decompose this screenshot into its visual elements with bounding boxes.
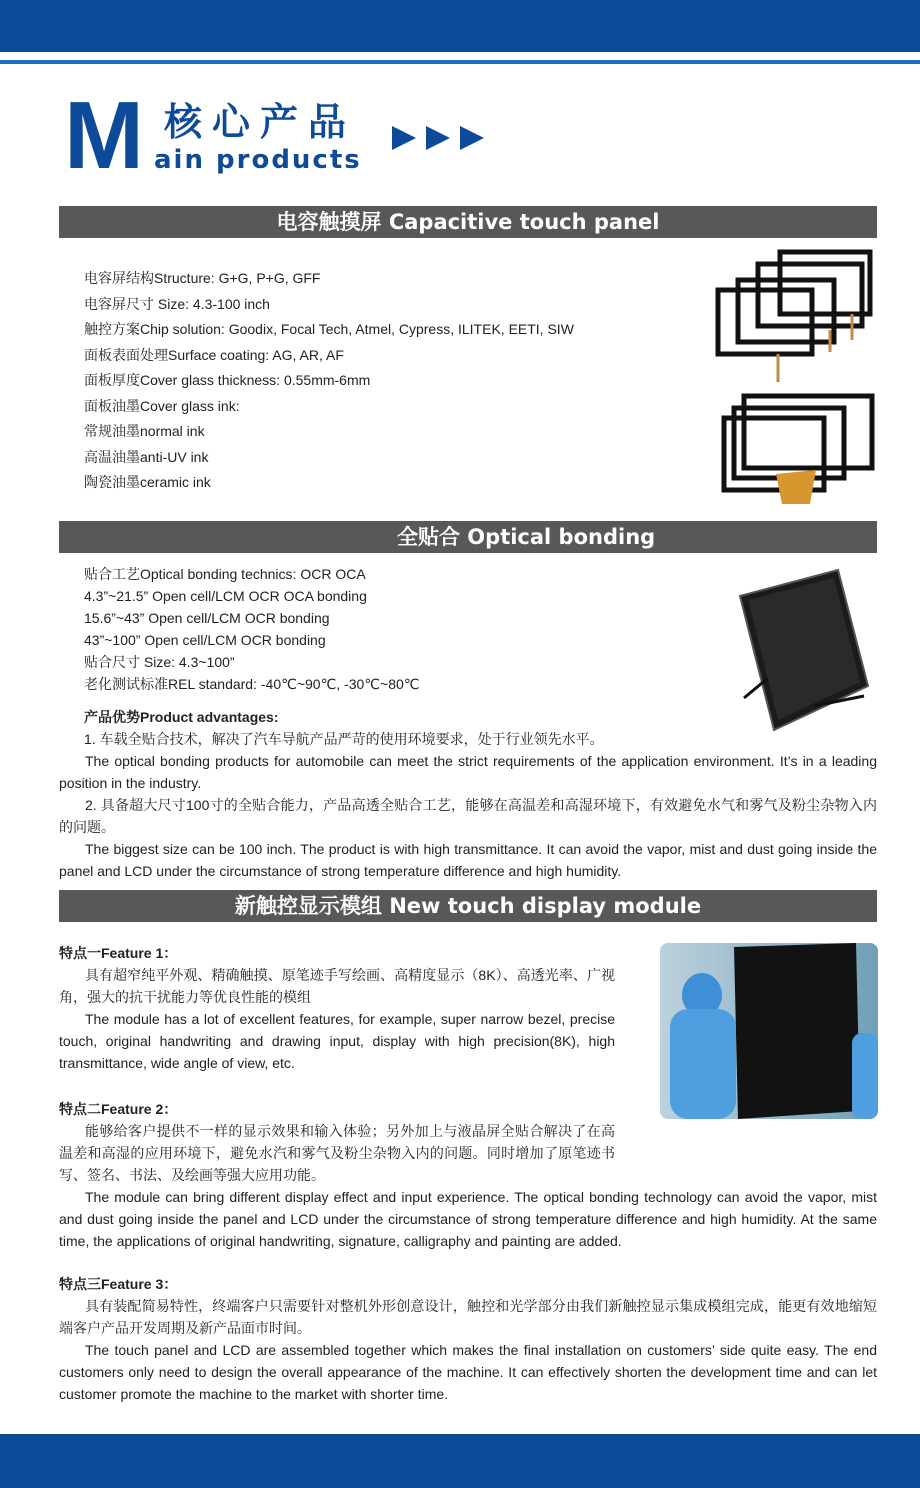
spec-line: 面板表面处理Surface coating: AG, AR, AF <box>84 346 344 363</box>
spec-line: 常规油墨normal ink <box>84 423 205 439</box>
spec-line: 贴合工艺Optical bonding technics: OCR OCA <box>84 566 366 582</box>
spec-line: 15.6”~43” Open cell/LCM OCR bonding <box>84 610 330 626</box>
cleanroom-photo <box>660 943 878 1119</box>
header-title-cn: 核心产品 <box>164 100 357 144</box>
section-title: 新触控显示模组 New touch display module <box>234 894 702 918</box>
logo-letter: M <box>64 82 140 189</box>
product-advantages <box>59 706 877 882</box>
feature-1-cn: 具有超窄纯平外观、精确触摸、原笔迹手写绘画、高精度显示（8K）、高透光率、广视角，强大的抗干扰能力等优良性能的模组 <box>59 967 615 1005</box>
spec-line: 4.3”~21.5” Open cell/LCM OCR OCA bonding <box>84 588 367 604</box>
bonding-spec-list <box>84 563 420 695</box>
feature-1-block <box>59 942 615 1074</box>
capacitive-spec-list <box>84 266 574 496</box>
bottom-banner <box>0 1434 920 1488</box>
feature-2-en: The module can bring different display effect and input experience. The optical bonding technology can avoid the vapor, mist and dust going inside the panel and LCD under the circumstance of strong temperature difference and high humidity. At the same time, the applications of original handwriting, signature, calligraphy and painting are added. <box>59 1189 877 1249</box>
top-banner <box>0 0 920 52</box>
feature-3-block <box>59 1273 877 1405</box>
advantage-1-en: The optical bonding products for automobile can meet the strict requirements of the application environment. It’s in a leading position in the industry. <box>59 753 877 791</box>
spec-line: 触控方案Chip solution: Goodix, Focal Tech, Atmel, Cypress, ILITEK, EETI, SIW <box>84 321 574 337</box>
advantages-title: 产品优势Product advantages: <box>84 709 279 725</box>
feature-2-cn: 能够给客户提供不一样的显示效果和输入体验；另外加上与液晶屏全贴合解决了在高温差和高湿的应用环境下，避免水汽和雾气及粉尘杂物入内的问题。同时增加了原笔迹书写、签名、书法、及绘画等强大应用功能。 <box>59 1123 615 1183</box>
spec-line: 面板油墨Cover glass ink: <box>84 397 240 414</box>
spec-line: 43”~100” Open cell/LCM OCR bonding <box>84 632 326 648</box>
spec-line: 高温油墨anti-UV ink <box>84 448 209 465</box>
feature-2-title: 特点二Feature 2： <box>59 1101 178 1117</box>
triple-arrow-icon <box>392 124 488 152</box>
section-bar-touch-display <box>59 890 877 922</box>
section-bar-capacitive <box>59 206 877 238</box>
advantage-2-cn: 2. 具备超大尺寸100寸的全贴合能力，产品高透全贴合工艺，能够在高温差和高湿环境下，有效避免水气和雾气及粉尘杂物入内的问题。 <box>59 797 877 835</box>
feature-3-title: 特点三Feature 3： <box>59 1276 178 1292</box>
feature-1-en: The module has a lot of excellent features, for example, super narrow bezel, precise touch, original handwriting and drawing input, display with high precision(8K), high transmittance, wide angle of view, etc. <box>59 1011 615 1071</box>
spec-line: 陶瓷油墨ceramic ink <box>84 474 211 490</box>
header-title-en: ain products <box>154 145 362 175</box>
feature-1-title: 特点一Feature 1： <box>59 945 178 961</box>
feature-3-cn: 具有装配简易特性，终端客户只需要针对整机外形创意设计，触控和光学部分由我们新触控显示集成模组完成，能更有效地缩短端客户产品开发周期及新产品面市时间。 <box>59 1298 877 1336</box>
advantage-2-en: The biggest size can be 100 inch. The product is with high transmittance. It can avoid the vapor, mist and dust going inside the panel and LCD under the circumstance of strong temperature difference and high humidity. <box>59 841 877 879</box>
feature-3-en: The touch panel and LCD are assembled together which makes the final installation on customers’ side quite easy. The end customers only need to design the overall appearance of the machine. It can effectively shorten the development time and can let customer promote the machine to the market with shorter time. <box>59 1342 877 1402</box>
spec-line: 老化测试标准REL standard: -40℃~90℃, -30℃~80℃ <box>84 676 420 692</box>
section-title: 电容触摸屏 Capacitive touch panel <box>276 210 660 234</box>
touch-panel-fpc-image <box>720 392 880 510</box>
section-bar-optical-bonding <box>59 521 877 553</box>
touch-panel-stack-image <box>712 248 882 384</box>
spec-line: 电容屏结构Structure: G+G, P+G, GFF <box>84 270 321 286</box>
top-divider-line <box>0 60 920 64</box>
spec-line: 电容屏尺寸 Size: 4.3-100 inch <box>84 295 270 312</box>
feature-2-block <box>59 1098 877 1252</box>
advantage-1-cn: 1. 车载全贴合技术，解决了汽车导航产品严苛的使用环境要求，处于行业领先水平。 <box>84 731 604 747</box>
spec-line: 面板厚度Cover glass thickness: 0.55mm-6mm <box>84 372 371 388</box>
spec-line: 贴合尺寸 Size: 4.3~100” <box>84 654 235 670</box>
section-title: 全贴合 Optical bonding <box>397 525 656 549</box>
